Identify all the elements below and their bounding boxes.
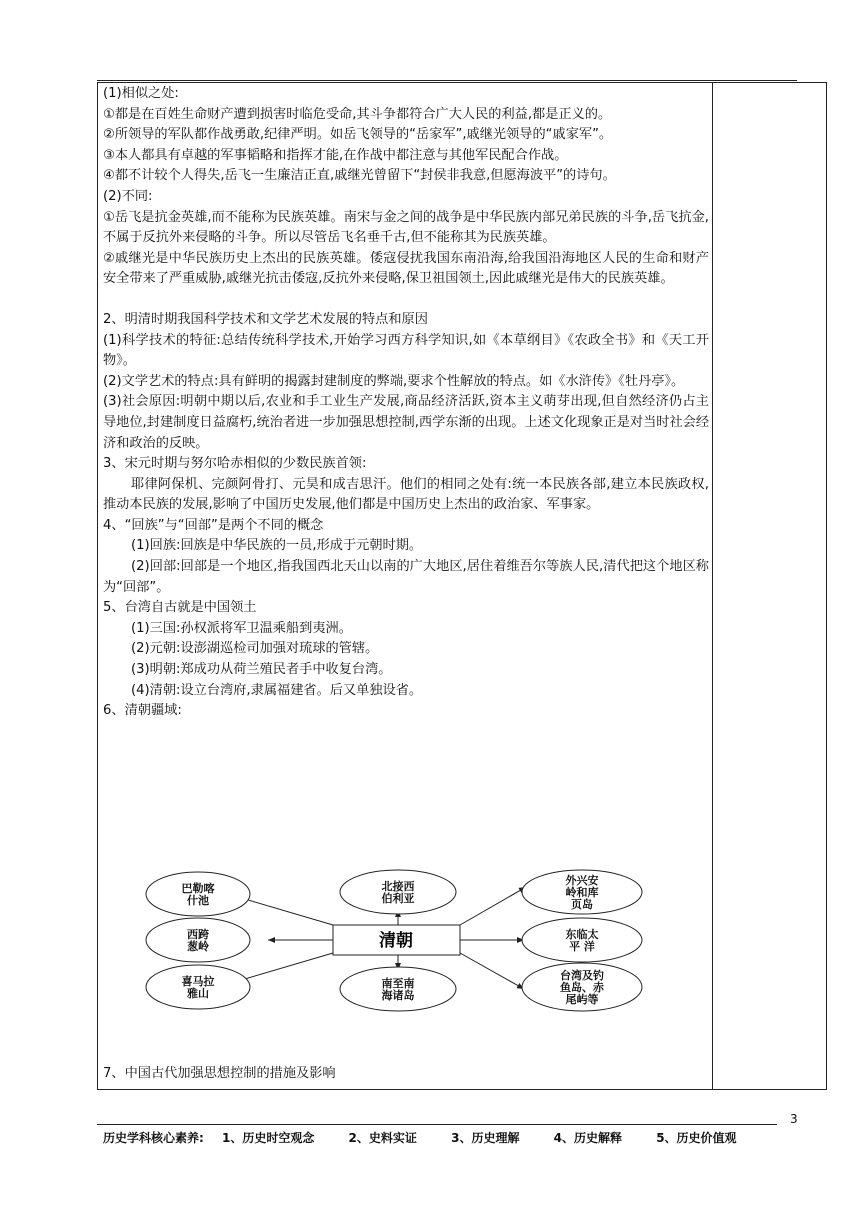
text-line: 4、“回族”与“回部”是两个不同的概念 — [103, 517, 324, 533]
text-line: (1)科学技术的特征:总结传统科学技术,开始学习西方科学知识,如《本草纲目》《农政全书》和《天工开物》。 — [103, 332, 709, 369]
text-line: 耶律阿保机、完颜阿骨打、元昊和成吉思汗。他们的相同之处有:统一本民族各部,建立本民族政权,推动本民族的发展,影响了中国历史发展,他们都是中国历史上杰出的政治家、军事家。 — [103, 476, 709, 513]
center-label: 清朝 — [379, 931, 413, 951]
node-label-tl: 什池 — [187, 894, 209, 907]
footer-label: 历史学科核心素养: — [103, 1131, 204, 1145]
text-line: ①都是在百姓生命财产遭到损害时临危受命,其斗争都符合广大人民的利益,都是正义的。 — [103, 106, 612, 122]
text-line: (1)相似之处: — [103, 86, 179, 101]
footer-core-literacy — [103, 1129, 767, 1146]
node-label-tc: 北接西 — [381, 880, 415, 893]
node-label-bl: 喜马拉 — [181, 975, 215, 988]
footer-item: 1、历史时空观念 — [222, 1131, 315, 1145]
footer-item: 3、历史理解 — [451, 1131, 520, 1145]
node-label-mr: 平 洋 — [569, 940, 595, 953]
top-rule — [97, 80, 797, 81]
node-label-mr: 东临太 — [565, 928, 599, 941]
text-line: (4)清朝:设立台湾府,隶属福建省。后又单独设省。 — [131, 682, 423, 698]
text-line: (2)回部:回部是一个地区,指我国西北天山以南的广大地区,居住着维吾尔等族人民,清代把这个地区称为“回部”。 — [103, 559, 709, 595]
node-label-br: 尾屿等 — [565, 993, 599, 1006]
node-label-tl: 巴勒喀 — [181, 882, 215, 895]
main-content — [103, 84, 709, 722]
text-line: (1)回族:回族是中华民族的一员,形成于元朝时期。 — [131, 538, 423, 554]
page-number: 3 — [790, 1112, 798, 1126]
text-line: ④都不计较个人得失,岳飞一生廉洁正直,戚继光曾留下“封侯非我意,但愿海波平”的诗句。 — [103, 168, 616, 184]
footer-rule — [97, 1124, 777, 1125]
qing-territory-diagram — [140, 873, 604, 1013]
text-line: 6、清朝疆域: — [103, 703, 182, 719]
text-line: (3)明朝:郑成功从荷兰殖民者手中收复台湾。 — [131, 662, 392, 678]
text-line: ②所领导的军队都作战勇敢,纪律严明。如岳飞领导的“岳家军”,戚继光领导的“戚家军”。 — [103, 127, 613, 143]
text-line: 5、台湾自古就是中国领土 — [103, 600, 257, 616]
node-label-ml: 西跨 — [187, 928, 209, 941]
node-label-tc: 伯利亚 — [381, 892, 415, 905]
node-label-bl: 雅山 — [187, 987, 209, 1000]
column-divider — [712, 82, 713, 1090]
node-label-br: 台湾及钓 — [560, 969, 604, 982]
footer-item: 2、史料实证 — [348, 1131, 417, 1145]
text-line — [103, 290, 709, 310]
footer-item: 4、历史解释 — [553, 1131, 622, 1145]
text-line: (1)三国:孙权派将军卫温乘船到夷洲。 — [131, 620, 352, 636]
text-line: (2)元朝:设澎湖巡检司加强对琉球的管辖。 — [131, 641, 379, 657]
text-line: 3、宋元时期与努尔哈赤相似的少数民族首领: — [103, 456, 367, 472]
text-line: ②戚继光是中华民族历史上杰出的民族英雄。倭寇侵扰我国东南沿海,给我国沿海地区人民的生命和财产安全带来了严重威胁,戚继光抗击倭寇,反抗外来侵略,保卫祖国领土,因此戚继光是伟大的民族英雄。 — [103, 250, 709, 287]
text-line: ③本人都具有卓越的军事韬略和指挥才能,在作战中都注意与其他军民配合作战。 — [103, 147, 568, 163]
text-line: (3)社会原因:明朝中期以后,农业和手工业生产发展,商品经济活跃,资本主义萌芽出现,但自然经济仍占主导地位,封建制度日益腐朽,统治者进一步加强思想控制,西学东渐的出现。上述文化现象正是对当时社会经济和政治的反映。 — [103, 394, 710, 451]
text-line: (2)文学艺术的特点:具有鲜明的揭露封建制度的弊端,要求个性解放的特点。如《水浒传》《牡丹亭》。 — [103, 373, 685, 389]
node-label-br: 鱼岛、赤 — [560, 981, 604, 994]
node-label-tr: 岭和库 — [565, 886, 599, 899]
node-label-bc: 南至南 — [381, 977, 415, 990]
section-7-heading: 7、中国古代加强思想控制的措施及影响 — [103, 1066, 336, 1081]
node-label-bc: 海诸岛 — [381, 989, 415, 1002]
text-line: (2)不同: — [103, 188, 153, 204]
node-label-tr: 页岛 — [571, 898, 593, 911]
text-line: 2、明清时期我国科学技术和文学艺术发展的特点和原因 — [103, 311, 428, 327]
node-label-tr: 外兴安 — [565, 874, 599, 887]
node-label-ml: 葱岭 — [187, 940, 209, 953]
footer-item: 5、历史价值观 — [656, 1131, 737, 1145]
text-line: ①岳飞是抗金英雄,而不能称为民族英雄。南宋与金之间的战争是中华民族内部兄弟民族的斗争,岳飞抗金,不属于反抗外来侵略的斗争。所以尽管岳飞名垂千古,但不能称其为民族英雄。 — [103, 209, 709, 246]
